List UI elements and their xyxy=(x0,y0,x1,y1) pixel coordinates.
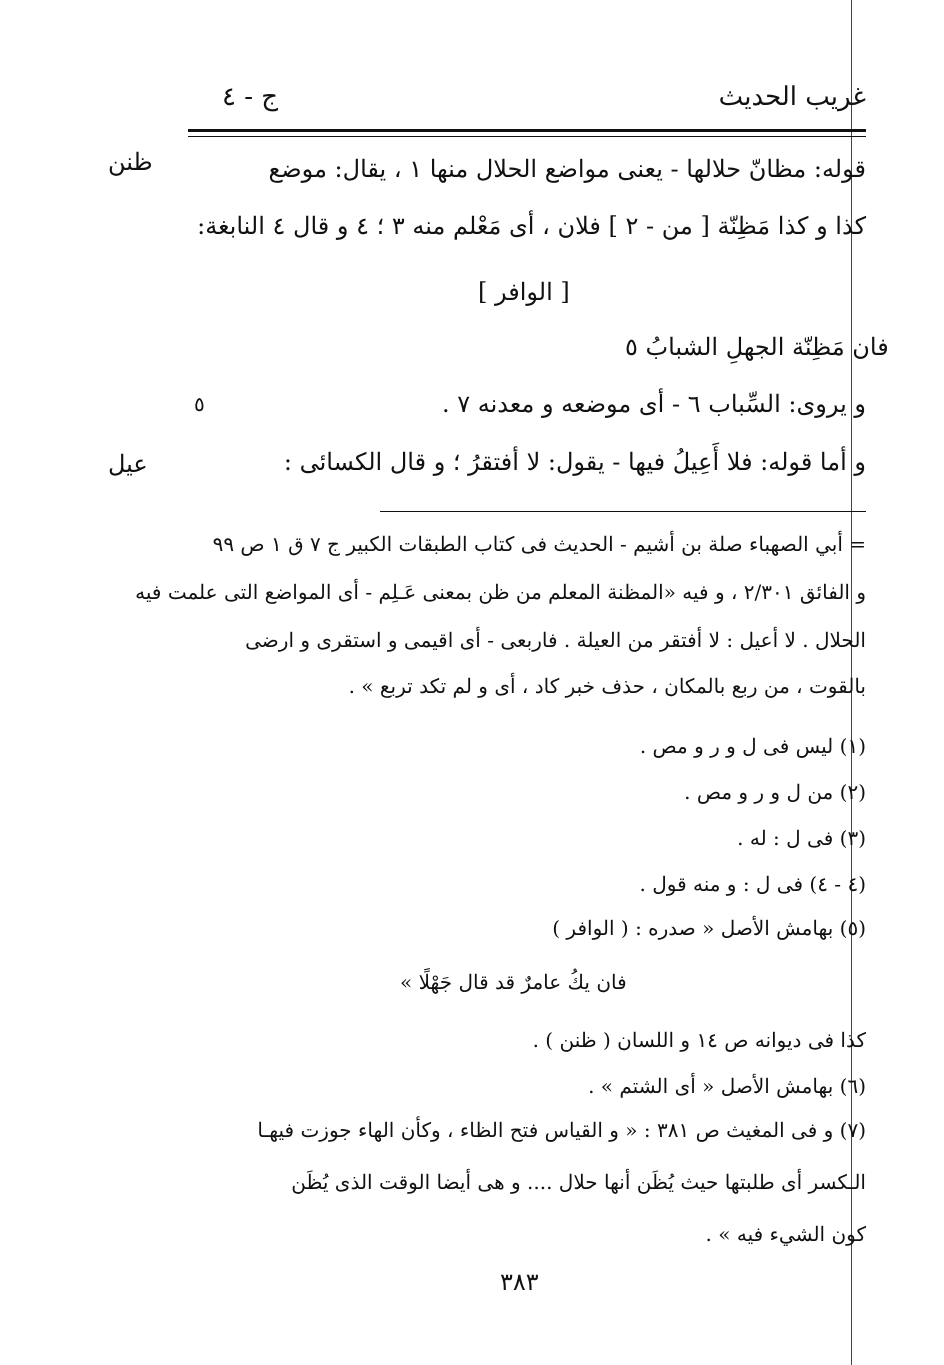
meter-label: [ الوافر ] xyxy=(478,278,570,306)
main-text-line: كذا و كذا مَظِنّة [ من - ٢ ] فلان ، أى مَعْلم منه ٣ ؛ ٤ و قال ٤ النابغة: xyxy=(197,212,866,240)
footnote-2: (٢) من ل و ر و مص . xyxy=(684,780,866,804)
footnote-7: (٧) و فى المغيث ص ٣٨١ : « و القياس فتح الظاء ، وكأن الهاء جوزت فيهـا xyxy=(257,1118,866,1142)
main-text-line: و أما قوله: فلا أَعِيلُ فيها - يقول: لا أفتقرُ ؛ و قال الكسائى : xyxy=(283,448,866,476)
footnote-continuation-line: الحلال . لا أعيل : لا أفتقر من العيلة . فاربعى - أى اقيمى و استقرى و ارضى xyxy=(245,628,866,652)
main-text-line: قوله: مظانّ حلالها - يعنى مواضع الحلال منها ١ ، يقال: موضع xyxy=(268,155,866,183)
header-rule-thick xyxy=(188,129,866,132)
page-number: ٣٨٣ xyxy=(500,1268,539,1296)
footnote-7-continuation: الـكسر أى طلبتها حيث يُظَن أنها حلال .... و هى أيضا الوقت الذى يُظَن xyxy=(291,1170,866,1194)
footnote-1: (١) ليس فى ل و ر و مص . xyxy=(639,734,866,758)
margin-keyword: ظنن xyxy=(108,148,153,176)
footnote-separator xyxy=(380,511,866,512)
footnote-5: (٥) بهامش الأصل « صدره : ( الوافر ) xyxy=(552,916,866,940)
footnote-5-continuation: كذا فى ديوانه ص ١٤ و اللسان ( ظنن ) . xyxy=(532,1028,866,1052)
header-rule-thin xyxy=(188,136,866,137)
footnote-6: (٦) بهامش الأصل « أى الشتم » . xyxy=(588,1074,866,1098)
main-text-line: و يروى: السِّباب ٦ - أى موضعه و معدنه ٧ . xyxy=(441,390,866,418)
footnote-continuation-line: بالقوت ، من ربع بالمكان ، حذف خبر كاد ، أى و لم تكد تربع » . xyxy=(348,674,866,698)
footnote-4: (٤ - ٤) فى ل : و منه قول . xyxy=(639,872,866,896)
footnote-3: (٣) فى ل : له . xyxy=(737,826,866,850)
margin-line-number: ٥ xyxy=(194,392,205,416)
footnote-continuation-line: = أبي الصهباء صلة بن أشيم - الحديث فى كتاب الطبقات الكبير ج ٧ ق ١ ص ٩٩ xyxy=(212,532,866,556)
margin-keyword: عيل xyxy=(108,450,148,478)
running-header-volume: ج - ٤ xyxy=(222,82,279,112)
footnote-7-continuation: كون الشيء فيه » . xyxy=(705,1222,866,1246)
footnote-continuation-line: و الفائق ٢/٣٠١ ، و فيه «المظنة المعلم من ظن بمعنى عَـلِم - أى المواضع التى علمت فيه xyxy=(135,580,866,604)
running-header-title: غريب الحديث xyxy=(718,82,866,112)
verse-line: فان مَظِنّة الجهلِ الشبابُ ٥ xyxy=(625,333,889,361)
footnote-5-verse: فان يكُ عامرٌ قد قال جَهْلًا » xyxy=(400,970,627,994)
